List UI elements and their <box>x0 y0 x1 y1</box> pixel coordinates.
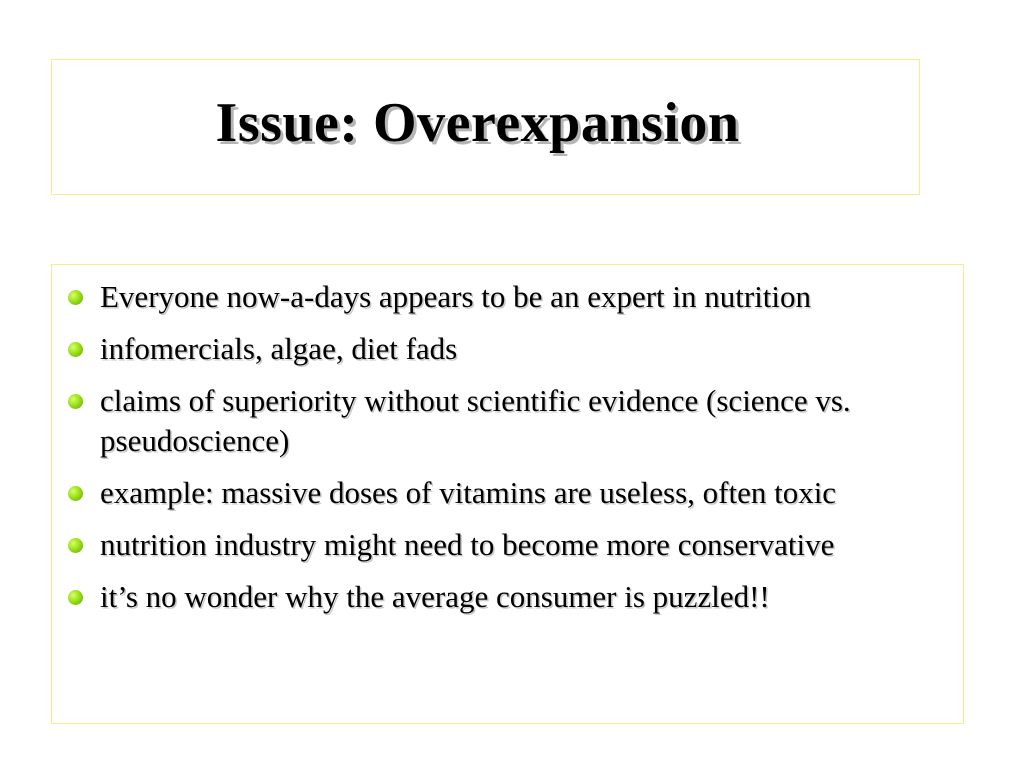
bullet-text: example: massive doses of vitamins are useless, often toxic <box>100 475 837 510</box>
bullet-text: Everyone now-a-days appears to be an expert in nutrition <box>100 279 812 314</box>
bullet-item <box>68 381 948 461</box>
bullet-item <box>68 329 948 369</box>
bullet-item <box>68 525 948 565</box>
green-bullet-icon <box>68 486 83 501</box>
content-box <box>51 264 964 724</box>
green-bullet-icon <box>68 538 83 553</box>
green-bullet-icon <box>68 394 83 409</box>
bullet-text: claims of superiority without scientific evidence (science vs. pseudoscience) <box>100 383 851 458</box>
bullet-item <box>68 577 948 617</box>
bullet-text: infomercials, algae, diet fads <box>100 331 458 366</box>
green-bullet-icon <box>68 342 83 357</box>
bullet-text: it’s no wonder why the average consumer is puzzled!! <box>100 579 770 614</box>
green-bullet-icon <box>68 290 83 305</box>
bullet-text: nutrition industry might need to become more conservative <box>100 527 835 562</box>
title-box <box>51 59 920 195</box>
bullet-item <box>68 277 948 317</box>
green-bullet-icon <box>68 590 83 605</box>
bullet-item <box>68 473 948 513</box>
bullet-list <box>68 277 948 629</box>
slide-title: Issue: Overexpansion <box>215 92 740 154</box>
